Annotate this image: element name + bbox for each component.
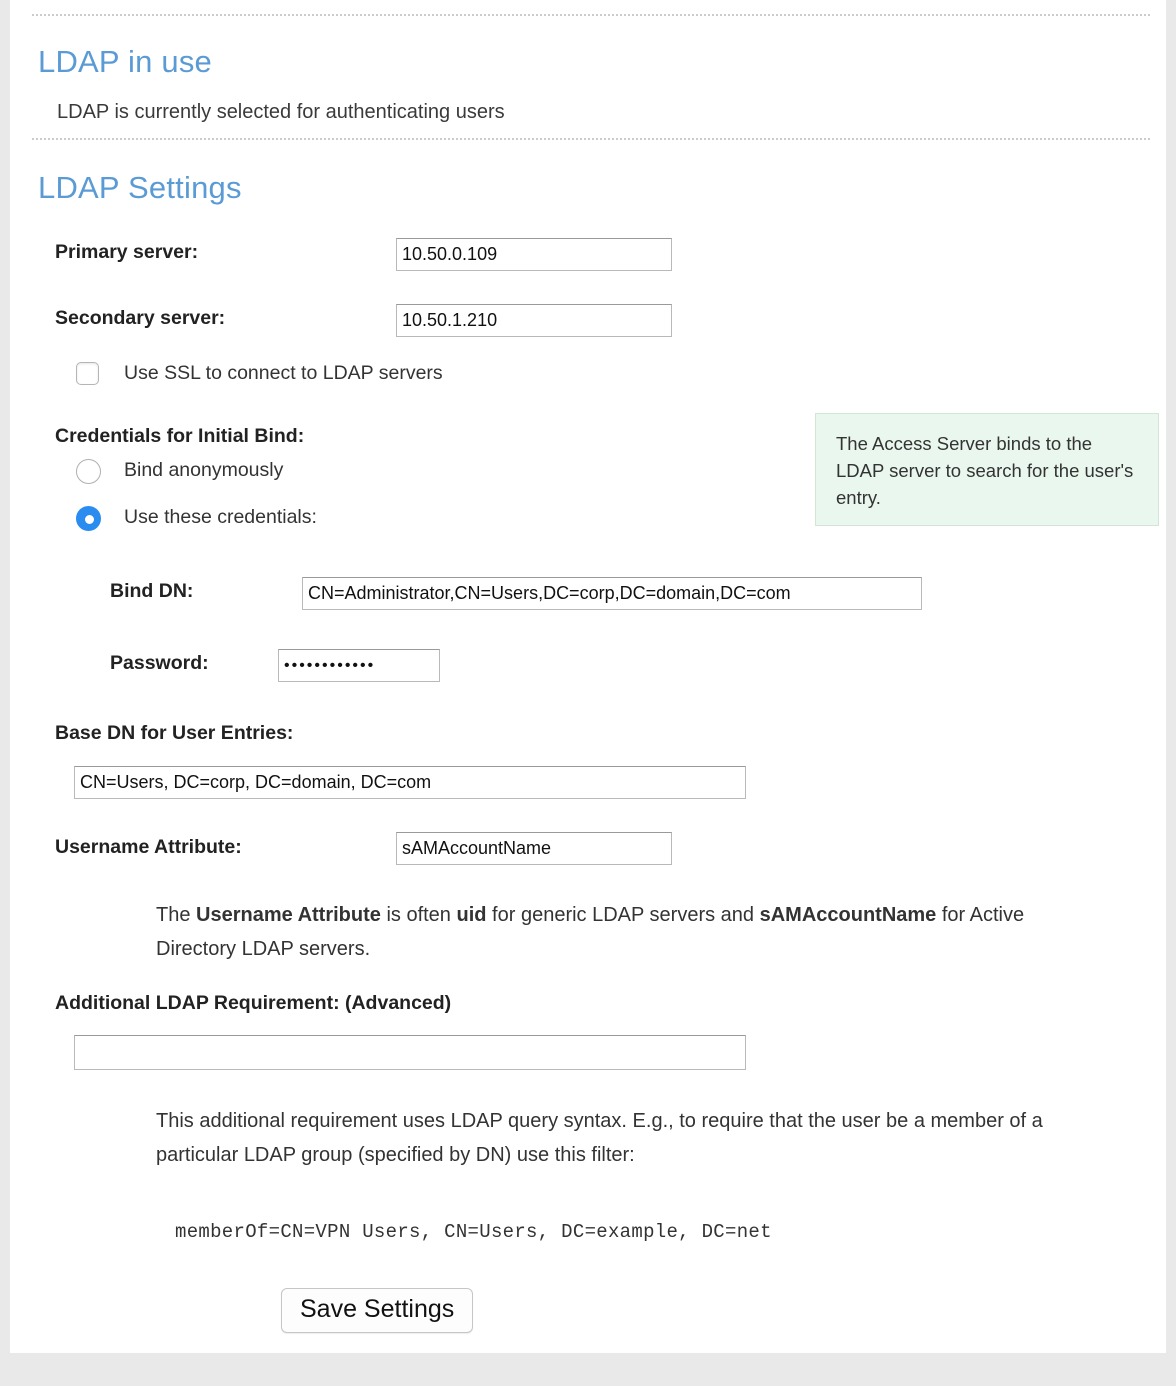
help-text-bold: uid <box>456 904 487 926</box>
bind-anonymously-radio[interactable] <box>76 459 101 484</box>
help-text-part: for generic LDAP servers and <box>486 904 755 926</box>
primary-server-label: Primary server: <box>55 241 199 263</box>
content-canvas <box>10 0 1166 1353</box>
help-text-part: The <box>156 904 197 926</box>
use-ssl-label: Use SSL to connect to LDAP servers <box>124 362 443 384</box>
bind-dn-input[interactable] <box>302 577 922 610</box>
use-ssl-checkbox[interactable] <box>76 362 99 385</box>
username-attribute-help <box>156 898 1056 966</box>
username-attribute-label: Username Attribute: <box>55 836 242 858</box>
help-text-bold: Username Attribute <box>196 904 381 926</box>
additional-requirement-help: This additional requirement uses LDAP query syntax. E.g., to require that the user be a member of a particular LDAP group (specified by DN) use this filter: <box>156 1110 1043 1166</box>
filter-example-code: memberOf=CN=VPN Users, CN=Users, DC=example, DC=net <box>175 1221 772 1243</box>
bind-anonymously-label: Bind anonymously <box>124 459 284 481</box>
bind-dn-label: Bind DN: <box>110 580 194 602</box>
additional-requirement-input[interactable] <box>74 1035 746 1070</box>
additional-requirement-label: Additional LDAP Requirement: (Advanced) <box>55 992 452 1014</box>
use-these-credentials-label: Use these credentials: <box>124 506 317 528</box>
password-input[interactable] <box>278 649 440 682</box>
primary-server-input[interactable] <box>396 238 672 271</box>
credentials-label: Credentials for Initial Bind: <box>55 425 305 447</box>
access-server-info-box: The Access Server binds to the LDAP server to search for the user's entry. <box>815 413 1159 526</box>
use-these-credentials-radio[interactable] <box>76 506 101 531</box>
username-attribute-input[interactable] <box>396 832 672 865</box>
secondary-server-input[interactable] <box>396 304 672 337</box>
help-text-bold: sAMAccountName <box>759 904 937 926</box>
base-dn-input[interactable] <box>74 766 746 799</box>
secondary-server-label: Secondary server: <box>55 307 226 329</box>
base-dn-label: Base DN for User Entries: <box>55 722 294 744</box>
password-label: Password: <box>110 652 209 674</box>
ldap-settings-heading: LDAP Settings <box>38 170 242 205</box>
save-settings-button[interactable]: Save Settings <box>281 1288 473 1333</box>
ldap-in-use-subtitle: LDAP is currently selected for authenticating users <box>57 101 505 123</box>
help-text-part: is often <box>380 904 457 926</box>
help-text-part: for Active Directory LDAP servers. <box>156 904 1025 960</box>
ldap-in-use-heading: LDAP in use <box>38 44 212 79</box>
divider-middle <box>32 138 1150 140</box>
divider-top <box>32 14 1150 16</box>
